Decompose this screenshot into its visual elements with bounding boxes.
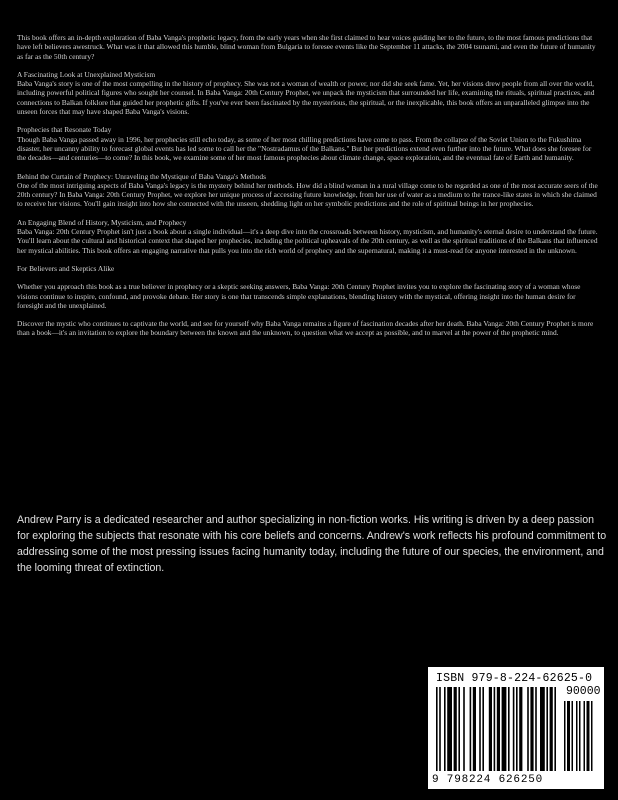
description-section bbox=[17, 218, 602, 255]
barcode-bars bbox=[436, 687, 596, 773]
section-heading: For Believers and Skeptics Alike bbox=[17, 263, 115, 273]
section-body: One of the most intriguing aspects of Baba Vanga's legacy is the mystery behind her methods. How did a blind woman in a rural village come to be regarded as one of the most accurate seers of the 20th century? In Baba Vanga: 20th Century Prophet, we explore her unique process of accessing future knowledge, from her use of water as a medium to the trance-like states in which she claimed to receive her visions. You'll gain insight into how she connected with the unseen, shedding light on her symbolic predictions and the role of spiritual beings in her prophecies. bbox=[17, 180, 598, 209]
section-body: Baba Vanga: 20th Century Prophet isn't just a book about a single individual—it's a deep dive into the crossroads between history, mysticism, and humanity's eternal desire to understand the future. You'll learn about the cultural and historical context that shaped her prophecies, including the political upheavals of the 20th century, as well as the spiritual traditions of the Balkans that influenced her mystical abilities. This book offers an engaging narrative that pulls you into the rich world of prophecy and the supernatural, making it a must-read for anyone interested in the unknown. bbox=[17, 227, 598, 255]
description-intro: This book offers an in-depth exploration of Baba Vanga's prophetic legacy, from the early years when she first claimed to hear voices guiding her to the future, to the most famous predictions that have left believers awestruck. What was it that allowed this humble, blind woman from Bulgaria to foresee events like the September 11 attacks, the 2004 tsunami, and even the future of humanity as far as the 50th century? bbox=[17, 33, 596, 61]
author-bio: Andrew Parry is a dedicated researcher and author specializing in non-fiction works. His writing is driven by a deep passion for exploring the subjects that resonate with his core beliefs and concerns. Andrew's work reflects his profound commitment to addressing some of the most pressing issues facing humanity today, including the future of our species, the environment, and the looming threat of extinction. bbox=[17, 514, 607, 574]
section-body: Whether you approach this book as a true believer in prophecy or a skeptic seeking answers, Baba Vanga: 20th Century Prophet invites you to explore the fascinating story of a woman whose visions continue to inspire, confound, and provoke debate. Her story is one that transcends simple explanations, blending history with the mystical, offering insight into the human desire for foresight and the unexplained. bbox=[17, 282, 581, 310]
description-section bbox=[17, 172, 602, 209]
description-closing: Discover the mystic who continues to captivate the world, and see for yourself why Baba Vanga remains a figure of fascination decades after her death. Baba Vanga: 20th Century Prophet is more than a book—it's an invitation to explore the boundary between the known and the unknown, to question what we accept as possible, and to marvel at the power of the prophetic mind. bbox=[17, 319, 594, 338]
ean-digits: 9 798224 626250 bbox=[432, 774, 544, 786]
description-section bbox=[17, 70, 602, 116]
section-heading: A Fascinating Look at Unexplained Mysticism bbox=[17, 69, 156, 79]
section-body: Baba Vanga's story is one of the most compelling in the history of prophecy. She was not a woman of wealth or power, nor did she seek fame. Yet, her visions drew people from all over the world, including powerful political figures who sought her counsel. In Baba Vanga: 20th Century Prophet, we unpack the mysticism that surrounded her life, examining the rituals, spiritual practices, and connections to Balkan folklore that guided her prophetic gifts. If you've ever been fascinated by the mysterious, the spiritual, or the inexplicable, this book offers an unparalleled glimpse into the unseen forces that may have shaped Baba Vanga's visions. bbox=[17, 79, 595, 117]
description-section bbox=[17, 125, 602, 162]
section-heading: Behind the Curtain of Prophecy: Unraveling the Mystique of Baba Vanga's Methods bbox=[17, 171, 266, 181]
section-body: Though Baba Vanga passed away in 1996, her prophecies still echo today, as some of her most chilling predictions have come to pass. From the collapse of the Soviet Union to the Fukushima disaster, her uncanny ability to forecast global events has led some to call her the "Nostradamus of the Balkans." But her predictions extend even further into the future. What does she foresee for the decades—and centuries—to come? In this book, we examine some of her most famous prophecies about climate change, space exploration, and the eventual fate of Earth and humanity. bbox=[17, 134, 592, 163]
isbn-text: ISBN 979-8-224-62625-0 bbox=[436, 672, 593, 685]
price-code: 90000 bbox=[566, 685, 601, 698]
isbn-barcode bbox=[428, 667, 604, 789]
book-description bbox=[17, 33, 602, 347]
section-heading: An Engaging Blend of History, Mysticism, and Prophecy bbox=[17, 217, 187, 227]
section-heading: Prophecies that Resonate Today bbox=[17, 125, 112, 135]
